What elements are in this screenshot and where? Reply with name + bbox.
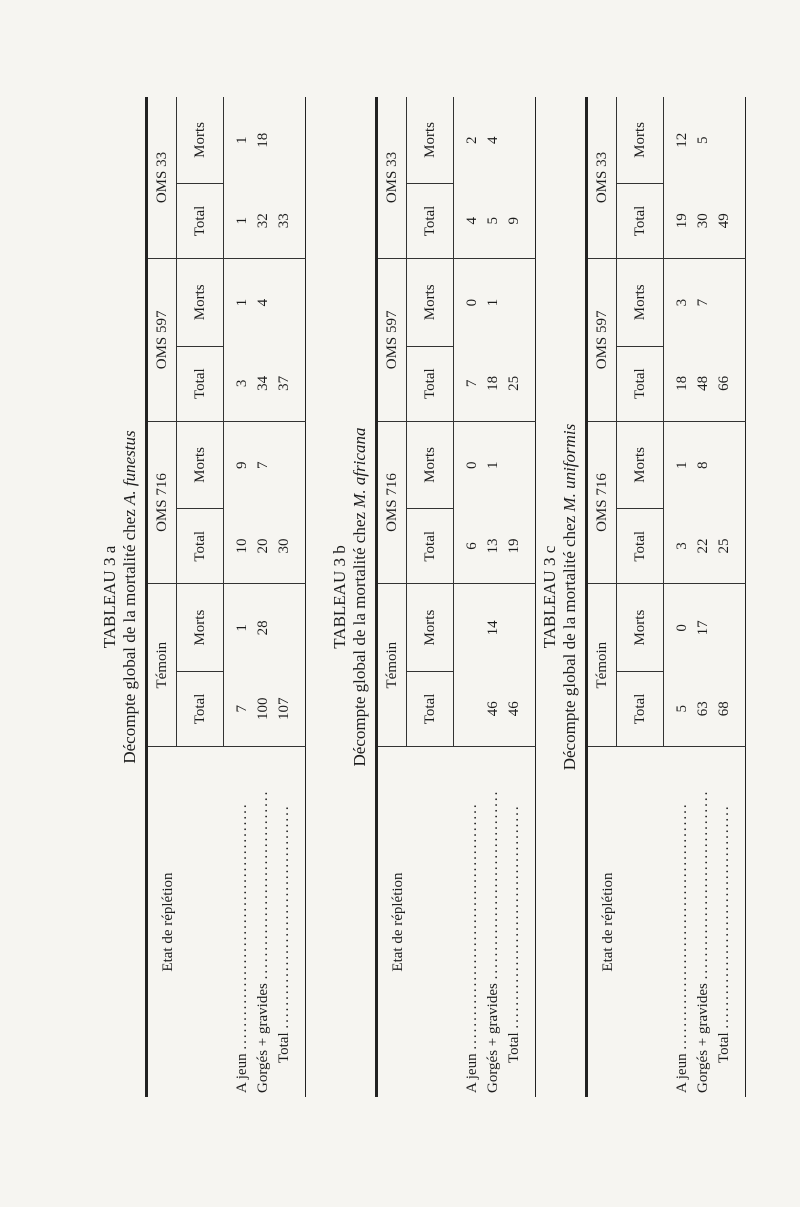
state-header: Etat de réplétion (377, 747, 454, 1098)
sub-header: Total (177, 183, 224, 258)
table-cell (504, 259, 536, 347)
table-cell: 17 (693, 584, 714, 672)
table-row (693, 97, 714, 1097)
row-label-cell (664, 747, 694, 1098)
table-cell (714, 584, 746, 672)
row-label: Total (506, 1032, 522, 1063)
table-cell (274, 259, 306, 347)
table-cell: 0 (664, 584, 694, 672)
leader-dots: ........................................... (233, 802, 250, 1050)
table-cell: 0 (454, 421, 484, 509)
table-block (330, 97, 536, 1097)
table-cell: 12 (674, 132, 690, 148)
table-cell: 63 (695, 701, 711, 717)
table-cell: 1 (224, 584, 254, 672)
row-label-cell (224, 747, 254, 1098)
sub-header: Morts (177, 97, 224, 183)
table-cell: 22 (695, 538, 711, 554)
header-row (377, 97, 407, 1097)
header-row (587, 97, 617, 1097)
table-cell (274, 421, 306, 509)
table-cell: 5 (695, 136, 711, 144)
state-header: Etat de réplétion (147, 747, 224, 1098)
table-cell: 100 (255, 697, 271, 720)
sub-header: Total (177, 671, 224, 746)
group-header: OMS 716 (587, 421, 617, 584)
row-label-cell (454, 747, 484, 1098)
table-title: TABLEAU 3 c (540, 545, 559, 649)
sub-header: Morts (407, 259, 454, 347)
row-label-cell (253, 747, 274, 1098)
table-title: TABLEAU 3 a (100, 545, 119, 649)
table-cell (274, 97, 306, 183)
table-row (664, 97, 694, 1097)
state-header: Etat de réplétion (587, 747, 664, 1098)
row-label: A jeun (673, 1053, 690, 1093)
subtitle-text: Décompte global de la mortalité chez (350, 512, 369, 767)
table-cell: 107 (276, 697, 292, 720)
table-cell: 18 (255, 132, 271, 148)
group-header: OMS 33 (587, 97, 617, 259)
row-label: Gorgés + gravides (485, 983, 501, 1093)
table-cell: 19 (674, 213, 690, 229)
table-cell: 33 (276, 213, 292, 229)
table-subtitle (350, 97, 370, 1097)
leader-dots: ....................................... (506, 804, 522, 1029)
leader-dots: ................................. (485, 789, 501, 980)
table-row (714, 97, 746, 1097)
group-header: OMS 597 (377, 259, 407, 422)
table-cell: 30 (695, 213, 711, 229)
sub-header: Total (177, 346, 224, 421)
row-label-cell (693, 747, 714, 1098)
table-cell: 13 (485, 538, 501, 554)
table-cell: 28 (253, 584, 274, 672)
subtitle-text: Décompte global de la mortalité chez (120, 509, 139, 764)
table-cell: 4 (253, 259, 274, 347)
table-cell: 3 (674, 542, 690, 550)
sub-header: Morts (177, 259, 224, 347)
table-title: TABLEAU 3 b (330, 545, 349, 649)
table-cell: 32 (255, 213, 271, 229)
species-name: A. funestus (120, 430, 139, 505)
species-name: M. africana (350, 427, 369, 508)
row-label: A jeun (463, 1053, 480, 1093)
table-cell: 2 (464, 136, 480, 144)
table-cell: 20 (255, 538, 271, 554)
row-label: Total (716, 1032, 732, 1063)
group-header: Témoin (377, 584, 407, 747)
group-header: Témoin (587, 584, 617, 747)
row-label-cell (274, 747, 306, 1098)
table-cell: 1 (483, 421, 504, 509)
mortality-table (375, 97, 536, 1097)
table-cell (454, 584, 484, 672)
table-cell: 1 (224, 259, 254, 347)
subtitle-text: Décompte global de la mortalité chez (560, 515, 579, 771)
table-row (253, 97, 274, 1097)
sub-header: Morts (407, 421, 454, 509)
table-cell: 7 (234, 704, 250, 713)
table-cell: 7 (253, 421, 274, 509)
sub-header: Total (617, 671, 664, 746)
table-caption (330, 97, 370, 1097)
sub-header: Total (617, 346, 664, 421)
table-cell: 46 (485, 701, 501, 717)
group-header: OMS 597 (147, 259, 177, 422)
table-cell: 1 (234, 136, 250, 144)
species-name: M. uniformis (560, 423, 579, 512)
table-cell: 10 (234, 538, 250, 554)
group-header: OMS 716 (147, 421, 177, 584)
table-block (100, 97, 306, 1097)
table-cell: 1 (234, 216, 250, 225)
leader-dots: ........................................... (463, 802, 480, 1050)
table-cell: 49 (716, 213, 732, 229)
sub-header: Morts (617, 421, 664, 509)
table-cell (504, 421, 536, 509)
group-header: Témoin (147, 584, 177, 747)
table-cell: 7 (464, 379, 480, 388)
leader-dots: ........................................... (673, 802, 690, 1050)
table-subtitle (120, 97, 140, 1097)
table-cell: 9 (224, 421, 254, 509)
table-cell: 37 (276, 375, 292, 391)
sub-header: Total (407, 671, 454, 746)
table-cell: 9 (506, 216, 522, 225)
table-cell: 18 (485, 375, 501, 391)
sub-header: Morts (617, 584, 664, 672)
sub-header: Morts (177, 421, 224, 509)
mortality-table (585, 97, 746, 1097)
table-cell: 1 (483, 259, 504, 347)
table-block (540, 97, 746, 1097)
table-row (483, 97, 504, 1097)
leader-dots: ....................................... (276, 804, 292, 1029)
table-cell (714, 97, 746, 183)
table-cell: 68 (716, 701, 732, 717)
sub-header: Morts (407, 584, 454, 672)
table-cell: 0 (454, 259, 484, 347)
table-row (504, 97, 536, 1097)
table-cell: 46 (506, 701, 522, 717)
row-label-cell (504, 747, 536, 1098)
table-cell (504, 97, 536, 183)
row-label-cell (714, 747, 746, 1098)
table-cell (274, 584, 306, 672)
sub-header: Morts (177, 584, 224, 672)
table-cell: 19 (506, 538, 522, 554)
table-cell: 14 (483, 584, 504, 672)
table-cell: 6 (464, 542, 480, 550)
leader-dots: ................................. (255, 789, 271, 980)
table-cell: 34 (255, 375, 271, 391)
group-header: OMS 716 (377, 421, 407, 584)
table-cell (454, 671, 484, 746)
table-cell: 66 (716, 375, 732, 391)
header-row (147, 97, 177, 1097)
sub-header: Total (407, 509, 454, 584)
table-cell: 7 (693, 259, 714, 347)
table-caption (100, 97, 140, 1097)
mortality-table (145, 97, 306, 1097)
row-label-cell (483, 747, 504, 1098)
table-cell (714, 259, 746, 347)
table-cell: 18 (674, 375, 690, 391)
leader-dots: ................................. (695, 789, 711, 980)
table-cell: 30 (276, 538, 292, 554)
leader-dots: ....................................... (716, 804, 732, 1029)
row-label: Gorgés + gravides (255, 983, 271, 1093)
row-label: A jeun (233, 1053, 250, 1093)
table-cell (714, 421, 746, 509)
table-cell (504, 584, 536, 672)
table-cell: 5 (485, 216, 501, 225)
table-cell: 4 (485, 136, 501, 144)
sub-header: Morts (617, 259, 664, 347)
sub-header: Morts (407, 97, 454, 183)
sub-header: Total (407, 183, 454, 258)
row-label: Gorgés + gravides (695, 983, 711, 1093)
table-cell: 4 (464, 216, 480, 225)
group-header: OMS 597 (587, 259, 617, 422)
table-cell: 1 (664, 421, 694, 509)
table-cell: 3 (234, 379, 250, 388)
table-cell: 5 (674, 704, 690, 713)
sub-header: Total (407, 346, 454, 421)
sub-header: Total (617, 183, 664, 258)
sub-header: Morts (617, 97, 664, 183)
table-row (224, 97, 254, 1097)
table-cell: 48 (695, 375, 711, 391)
table-cell: 25 (506, 375, 522, 391)
row-label: Total (276, 1032, 292, 1063)
group-header: OMS 33 (147, 97, 177, 259)
table-caption (540, 97, 580, 1097)
sub-header: Total (177, 509, 224, 584)
table-cell: 8 (693, 421, 714, 509)
sub-header: Total (617, 509, 664, 584)
table-cell: 25 (716, 538, 732, 554)
table-subtitle (560, 97, 580, 1097)
group-header: OMS 33 (377, 97, 407, 259)
table-row (274, 97, 306, 1097)
table-cell: 3 (664, 259, 694, 347)
table-row (454, 97, 484, 1097)
